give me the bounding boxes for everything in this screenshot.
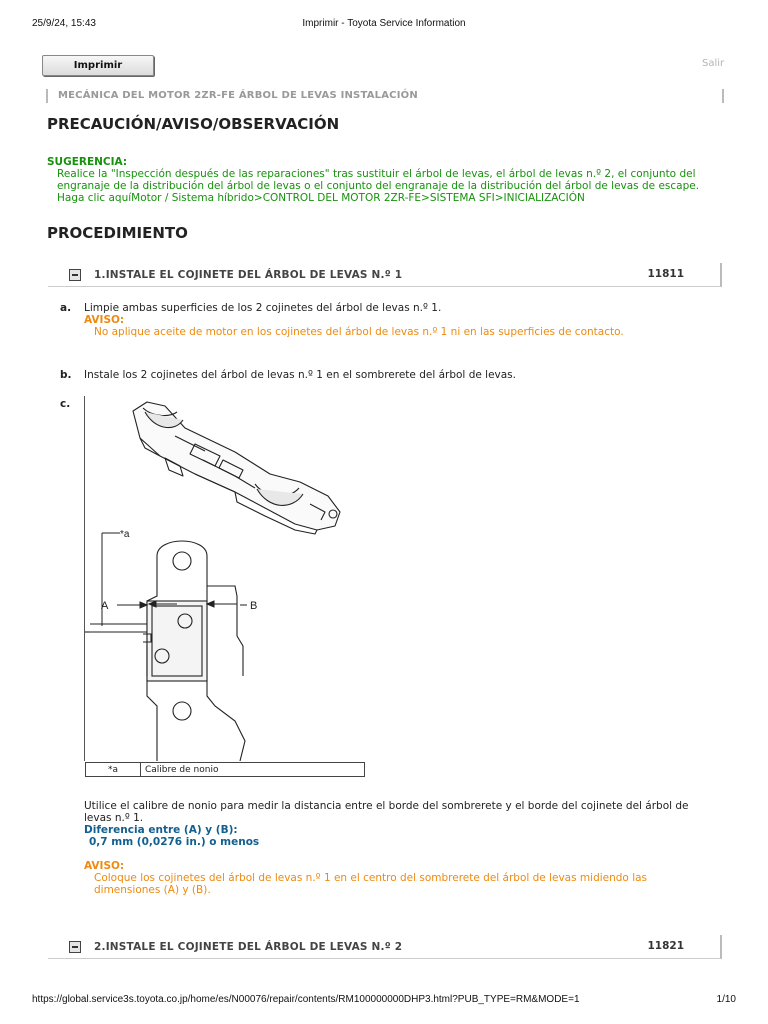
hint-link[interactable]: Haga clic aquíMotor / Sistema híbrido>CONTROL DEL MOTOR 2ZR-FE>SISTEMA SFI>INICIALIZACIÓN [57,192,585,204]
legend-key: *a [86,763,141,777]
hint-line: Realice la "Inspección después de las reparaciones" tras sustituir el árbol de levas, el árbol de levas n.º 2, el conjunto del [57,168,696,180]
step-title: 1.INSTALE EL COJINETE DEL ÁRBOL DE LEVAS N.º 1 [94,269,403,281]
illustration-legend [85,762,365,777]
print-button[interactable]: Imprimir [42,55,154,76]
substep-text: Utilice el calibre de nonio para medir la distancia entre el borde del sombrerete y el borde del cojinete del árbol de [84,800,689,812]
warning-label: AVISO: [84,860,125,872]
page-title: PRECAUCIÓN/AVISO/OBSERVACIÓN [47,115,340,133]
substep-text: Limpie ambas superficies de los 2 cojinetes del árbol de levas n.º 1. [84,302,442,314]
step-code: 11811 [647,268,684,280]
warning-text: dimensiones (A) y (B). [94,884,211,896]
substep-letter: c. [60,398,71,410]
substep-text: levas n.º 1. [84,812,144,824]
browser-print-header [0,0,768,40]
breadcrumb: MECÁNICA DEL MOTOR 2ZR-FE ÁRBOL DE LEVAS INSTALACIÓN [46,89,724,103]
warning-text: No aplique aceite de motor en los cojinetes del árbol de levas n.º 1 ni en las superficies de contacto. [94,326,624,338]
legend-value: Calibre de nonio [141,763,365,777]
print-document-title: Imprimir - Toyota Service Information [302,18,466,29]
legend-row [86,763,365,777]
collapse-icon[interactable] [69,941,81,953]
step-title: 2.INSTALE EL COJINETE DEL ÁRBOL DE LEVAS N.º 2 [94,941,403,953]
exit-link[interactable]: Salir [702,58,725,69]
measurement-detail-drawing [85,541,245,761]
substep-letter: a. [60,302,72,314]
spec-label: Diferencia entre (A) y (B): [84,824,238,836]
cap-perspective-drawing [133,402,340,534]
dimension-label-a: A [101,600,109,612]
step-code: 11821 [647,940,684,952]
step-header-2[interactable] [48,935,722,959]
hint-line: engranaje de la distribución del árbol de levas o el conjunto del engranaje de la distribución del árbol de levas de escape. [57,180,700,192]
print-page-number: 1/10 [716,994,736,1005]
substep-c [84,800,724,896]
print-datetime: 25/9/24, 15:43 [32,18,96,29]
substep-b: Instale los 2 cojinetes del árbol de levas n.º 1 en el sombrerete del árbol de levas. [84,369,516,381]
print-url: https://global.service3s.toyota.co.jp/home/es/N00076/repair/contents/RM100000000DHP3.html?PUB_TYPE=RM&MODE=1 [32,994,580,1005]
procedure-title: PROCEDIMIENTO [47,224,188,242]
step-header-1[interactable] [48,263,722,287]
collapse-icon[interactable] [69,269,81,281]
hint-block [47,156,727,204]
callout-a-label: *a [120,529,130,540]
hint-label: SUGERENCIA: [47,156,128,168]
warning-label: AVISO: [84,314,125,326]
substep-letter: b. [60,369,72,381]
camshaft-cap-illustration [85,396,370,761]
dimension-label-b: B [250,600,258,612]
warning-text: Coloque los cojinetes del árbol de levas n.º 1 en el centro del sombrerete del árbol de levas midiendo las [94,872,648,884]
substep-a [84,302,724,338]
spec-value: 0,7 mm (0,0276 in.) o menos [89,836,260,848]
